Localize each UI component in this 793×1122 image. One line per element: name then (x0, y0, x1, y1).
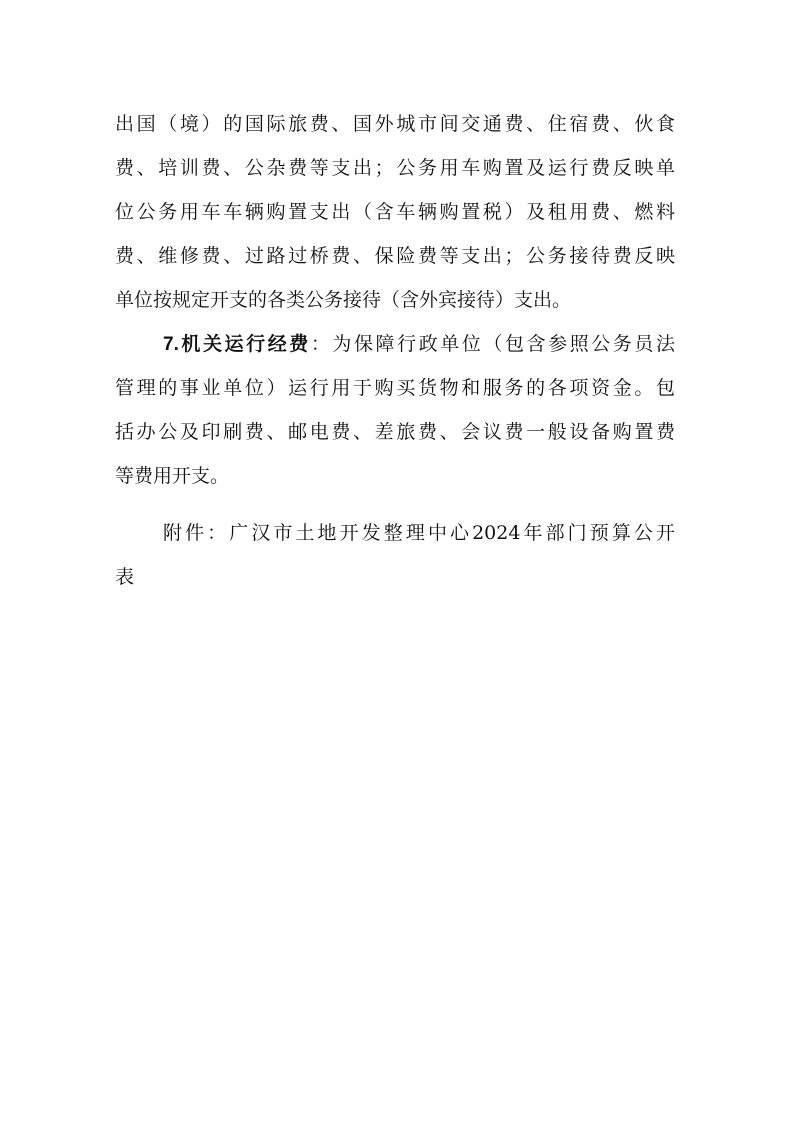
attachment-line: 表 (115, 566, 135, 588)
text-line (163, 331, 675, 357)
text-line: 费、维修费、过路过桥费、保险费等支出；公务接待费反映 (115, 245, 675, 267)
text-run: ：为保障行政单位（包含参照公务员法 (310, 333, 675, 355)
text-line: 位公务用车车辆购置支出（含车辆购置税）及租用费、燃料 (115, 201, 675, 223)
text-line: 等费用开支。 (115, 465, 230, 487)
text-line: 费、培训费、公杂费等支出；公务用车购置及运行费反映单 (115, 157, 675, 179)
attachment-line: 附件：广汉市土地开发整理中心2024年部门预算公开 (163, 522, 675, 544)
text-line: 单位按规定开支的各类公务接待（含外宾接待）支出。 (115, 289, 572, 311)
text-line: 括办公及印刷费、邮电费、差旅费、会议费一般设备购置费 (115, 421, 675, 443)
section-heading: 7.机关运行经费 (163, 334, 311, 355)
text-line: 出国（境）的国际旅费、国外城市间交通费、住宿费、伙食 (115, 113, 675, 135)
text-line: 管理的事业单位）运行用于购买货物和服务的各项资金。包 (115, 377, 675, 399)
